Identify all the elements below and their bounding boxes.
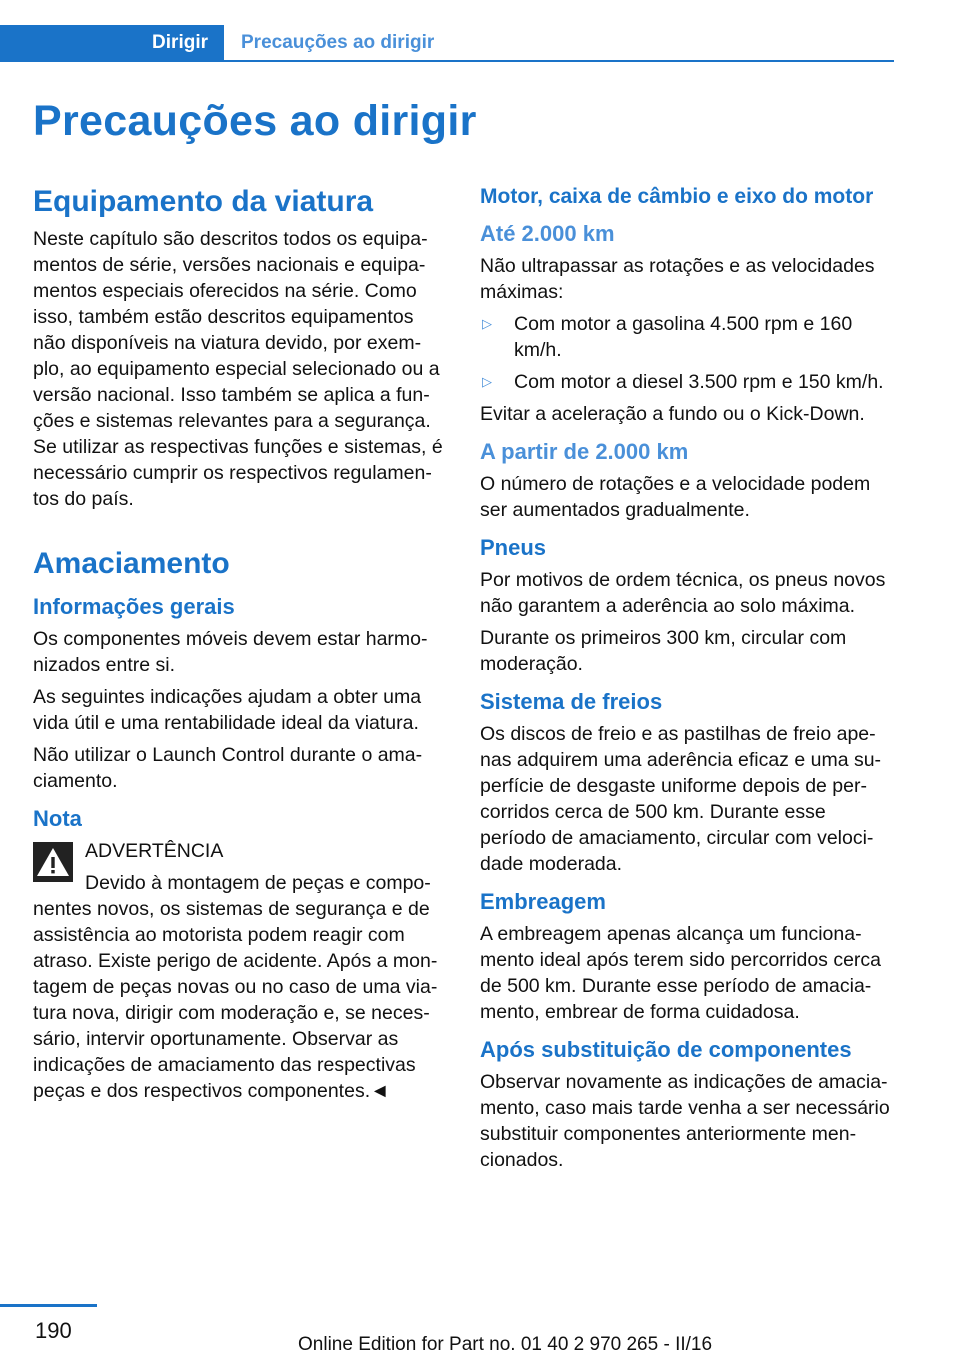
warning-block bbox=[33, 838, 449, 1104]
from-2000-heading: A partir de 2.000 km bbox=[480, 439, 689, 464]
clutch-heading: Embreagem bbox=[480, 889, 606, 914]
warning-text: nentes novos, os sistemas de segurança e de assistência ao motorista podem reagir com atraso. Existe perigo de acidente. Após a mon-tagem de peças novas ou no caso de uma via-tura nova, dirigir com moderação e, se neces-sário, intervir oportunamente. Observar as indicações de amaciamento das respectivas peças e dos respectivos componentes.◄ bbox=[33, 898, 438, 1102]
right-column bbox=[480, 184, 896, 1173]
page-number: 190 bbox=[35, 1318, 72, 1343]
until-2000-text: Não ultrapassar as rotações e as velocidades máximas: bbox=[480, 255, 875, 303]
tires-heading: Pneus bbox=[480, 535, 547, 560]
left-column bbox=[33, 184, 449, 1104]
warning-icon bbox=[33, 842, 73, 882]
bullet-triangle-icon: ▷ bbox=[482, 316, 492, 331]
page-header bbox=[0, 0, 894, 62]
from-2000-text: O número de rotações e a velocidade podem ser aumentados gradualmente. bbox=[480, 473, 871, 521]
after-replacement-text: Observar novamente as indicações de amacia-mento, caso mais tarde venha a ser necessário substituir componentes anteriormente men-cionados. bbox=[480, 1071, 890, 1171]
section-tab-label: Dirigir bbox=[152, 32, 208, 53]
clutch-text: A embreagem apenas alcança um funciona-mento ideal após terem sido percorridos cerca de 500 km. Durante esse período de amacia-mento, embrear de forma cuidadosa. bbox=[480, 923, 882, 1023]
footer-edition: Online Edition for Part no. 01 40 2 970 265 - II/16 bbox=[298, 1334, 713, 1355]
tires-paragraph: Durante os primeiros 300 km, circular com moderação. bbox=[480, 627, 847, 675]
general-info-heading: Informações gerais bbox=[33, 594, 235, 619]
equipment-text: Neste capítulo são descritos todos os equipa-mentos de série, versões nacionais e equipa-mentos especiais oferecidos na série. Como isso, também estão descritos equipamentos não disponíveis na viatura devido, por exem-plo, ao equipamento especial selecionado ou a versão nacional. Isso também se aplica a fun-ções e sistemas relevantes para a segurança. Se utilizar as respectivas funções e sistemas, é necessário cumprir os respectivos regulamen-tos do país. bbox=[33, 228, 443, 510]
note-heading: Nota bbox=[33, 806, 82, 831]
footer-rule bbox=[0, 1304, 97, 1307]
page-title: Precauções ao dirigir bbox=[33, 97, 477, 145]
list-item bbox=[480, 369, 896, 395]
warning-label: ADVERTÊNCIA bbox=[85, 840, 224, 862]
bullet-triangle-icon: ▷ bbox=[482, 374, 492, 389]
list-item bbox=[480, 311, 896, 363]
general-info-paragraph: Não utilizar o Launch Control durante o ama-ciamento. bbox=[33, 744, 423, 792]
brakes-heading: Sistema de freios bbox=[480, 689, 663, 714]
brakes-text: Os discos de freio e as pastilhas de freio ape-nas adquirem uma aderência eficaz e uma su-perfície de desgaste uniforme depois de per-corridos cerca de 500 km. Durante esse período de amaciamento, circular com veloci-dade moderada. bbox=[480, 723, 882, 875]
motor-heading: Motor, caixa de câmbio e eixo do motor bbox=[480, 185, 874, 208]
break-in-heading: Amaciamento bbox=[33, 547, 230, 580]
list-item-text: Com motor a diesel 3.500 rpm e 150 km/h. bbox=[514, 371, 884, 393]
equipment-heading: Equipamento da viatura bbox=[33, 185, 374, 218]
general-info-paragraph: As seguintes indicações ajudam a obter uma vida útil e uma rentabilidade ideal da viatura. bbox=[33, 686, 422, 734]
after-replacement-heading: Após substituição de componentes bbox=[480, 1037, 852, 1062]
breadcrumb: Precauções ao dirigir bbox=[241, 32, 435, 53]
list-item-text: Com motor a gasolina 4.500 rpm e 160 km/h. bbox=[514, 313, 853, 361]
tires-paragraph: Por motivos de ordem técnica, os pneus novos não garantem a aderência ao solo máxima. bbox=[480, 569, 886, 617]
until-2000-heading: Até 2.000 km bbox=[480, 221, 615, 246]
warning-text-lead: Devido à montagem de peças e compo- bbox=[85, 872, 431, 894]
avoid-text: Evitar a aceleração a fundo ou o Kick-Down. bbox=[480, 403, 865, 425]
general-info-paragraph: Os componentes móveis devem estar harmo-nizados entre si. bbox=[33, 628, 428, 676]
section-tab bbox=[0, 25, 224, 61]
header-rule bbox=[0, 60, 894, 62]
